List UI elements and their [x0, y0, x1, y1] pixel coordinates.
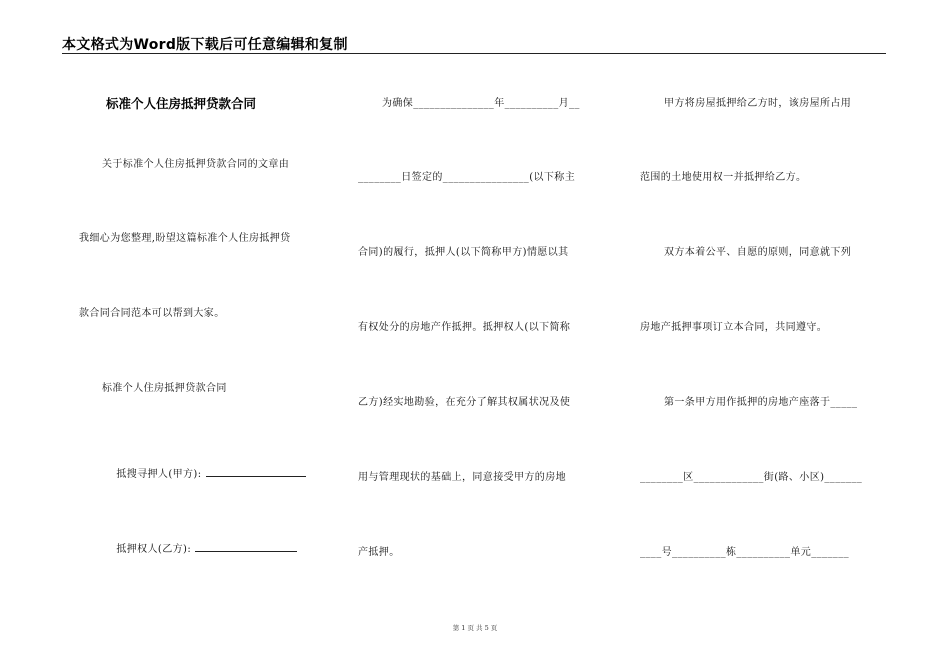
paragraph-line: ________区_____________街(路、小区)_______ [640, 472, 863, 483]
signer-mortgagor-label: 抵搜寻押人(甲方): [116, 469, 202, 480]
paragraph-line: 产抵押。 [358, 547, 400, 558]
paragraph-line: ____号__________栋__________单元_______ [640, 547, 849, 558]
paragraph-line: 为确保_______________年__________月__ [382, 98, 580, 109]
signer-mortgagee-line [102, 529, 297, 566]
paragraph-line: 有权处分的房地产作抵押。抵押权人(以下简称 [358, 322, 571, 333]
paragraph-line: ________日签定的________________(以下称主 [358, 172, 576, 183]
paragraph-line: 双方本着公平、自愿的原则，同意就下列 [664, 247, 852, 258]
paragraph-line: 标准个人住房抵押贷款合同 [102, 383, 227, 394]
paragraph-line: 甲方将房屋抵押给乙方时，该房屋所占用 [664, 98, 852, 109]
paragraph-line: 第一条甲方用作抵押的房地产座落于_____ [664, 397, 858, 408]
paragraph-line: 房地产抵押事项订立本合同，共同遵守。 [640, 322, 828, 333]
signer-mortgagor-blank [206, 467, 306, 477]
page-number-footer: 第 1 页 共 5 页 [452, 624, 498, 632]
paragraph-line: 乙方)经实地勘验，在充分了解其权属状况及使 [358, 397, 571, 408]
document-title: 标准个人住房抵押贷款合同 [106, 96, 257, 111]
paragraph-line: 款合同合同范本可以帮到大家。 [79, 308, 225, 319]
signer-mortgagor-line [102, 454, 306, 491]
paragraph-line: 关于标准个人住房抵押贷款合同的文章由 [102, 159, 290, 170]
signer-mortgagee-blank [195, 542, 297, 552]
signer-mortgagee-label: 抵押权人(乙方): [116, 544, 192, 555]
header-divider [62, 53, 886, 54]
paragraph-line: 合同)的履行，抵押人(以下简称甲方)情愿以其 [358, 247, 569, 258]
paragraph-line: 范围的土地使用权一并抵押给乙方。 [640, 172, 807, 183]
paragraph-line: 我细心为您整理,盼望这篇标准个人住房抵押贷 [79, 233, 291, 244]
header-banner: 本文格式为Word版下载后可任意编辑和复制 [62, 37, 348, 53]
paragraph-line: 用与管理现状的基础上，同意接受甲方的房地 [358, 472, 566, 483]
